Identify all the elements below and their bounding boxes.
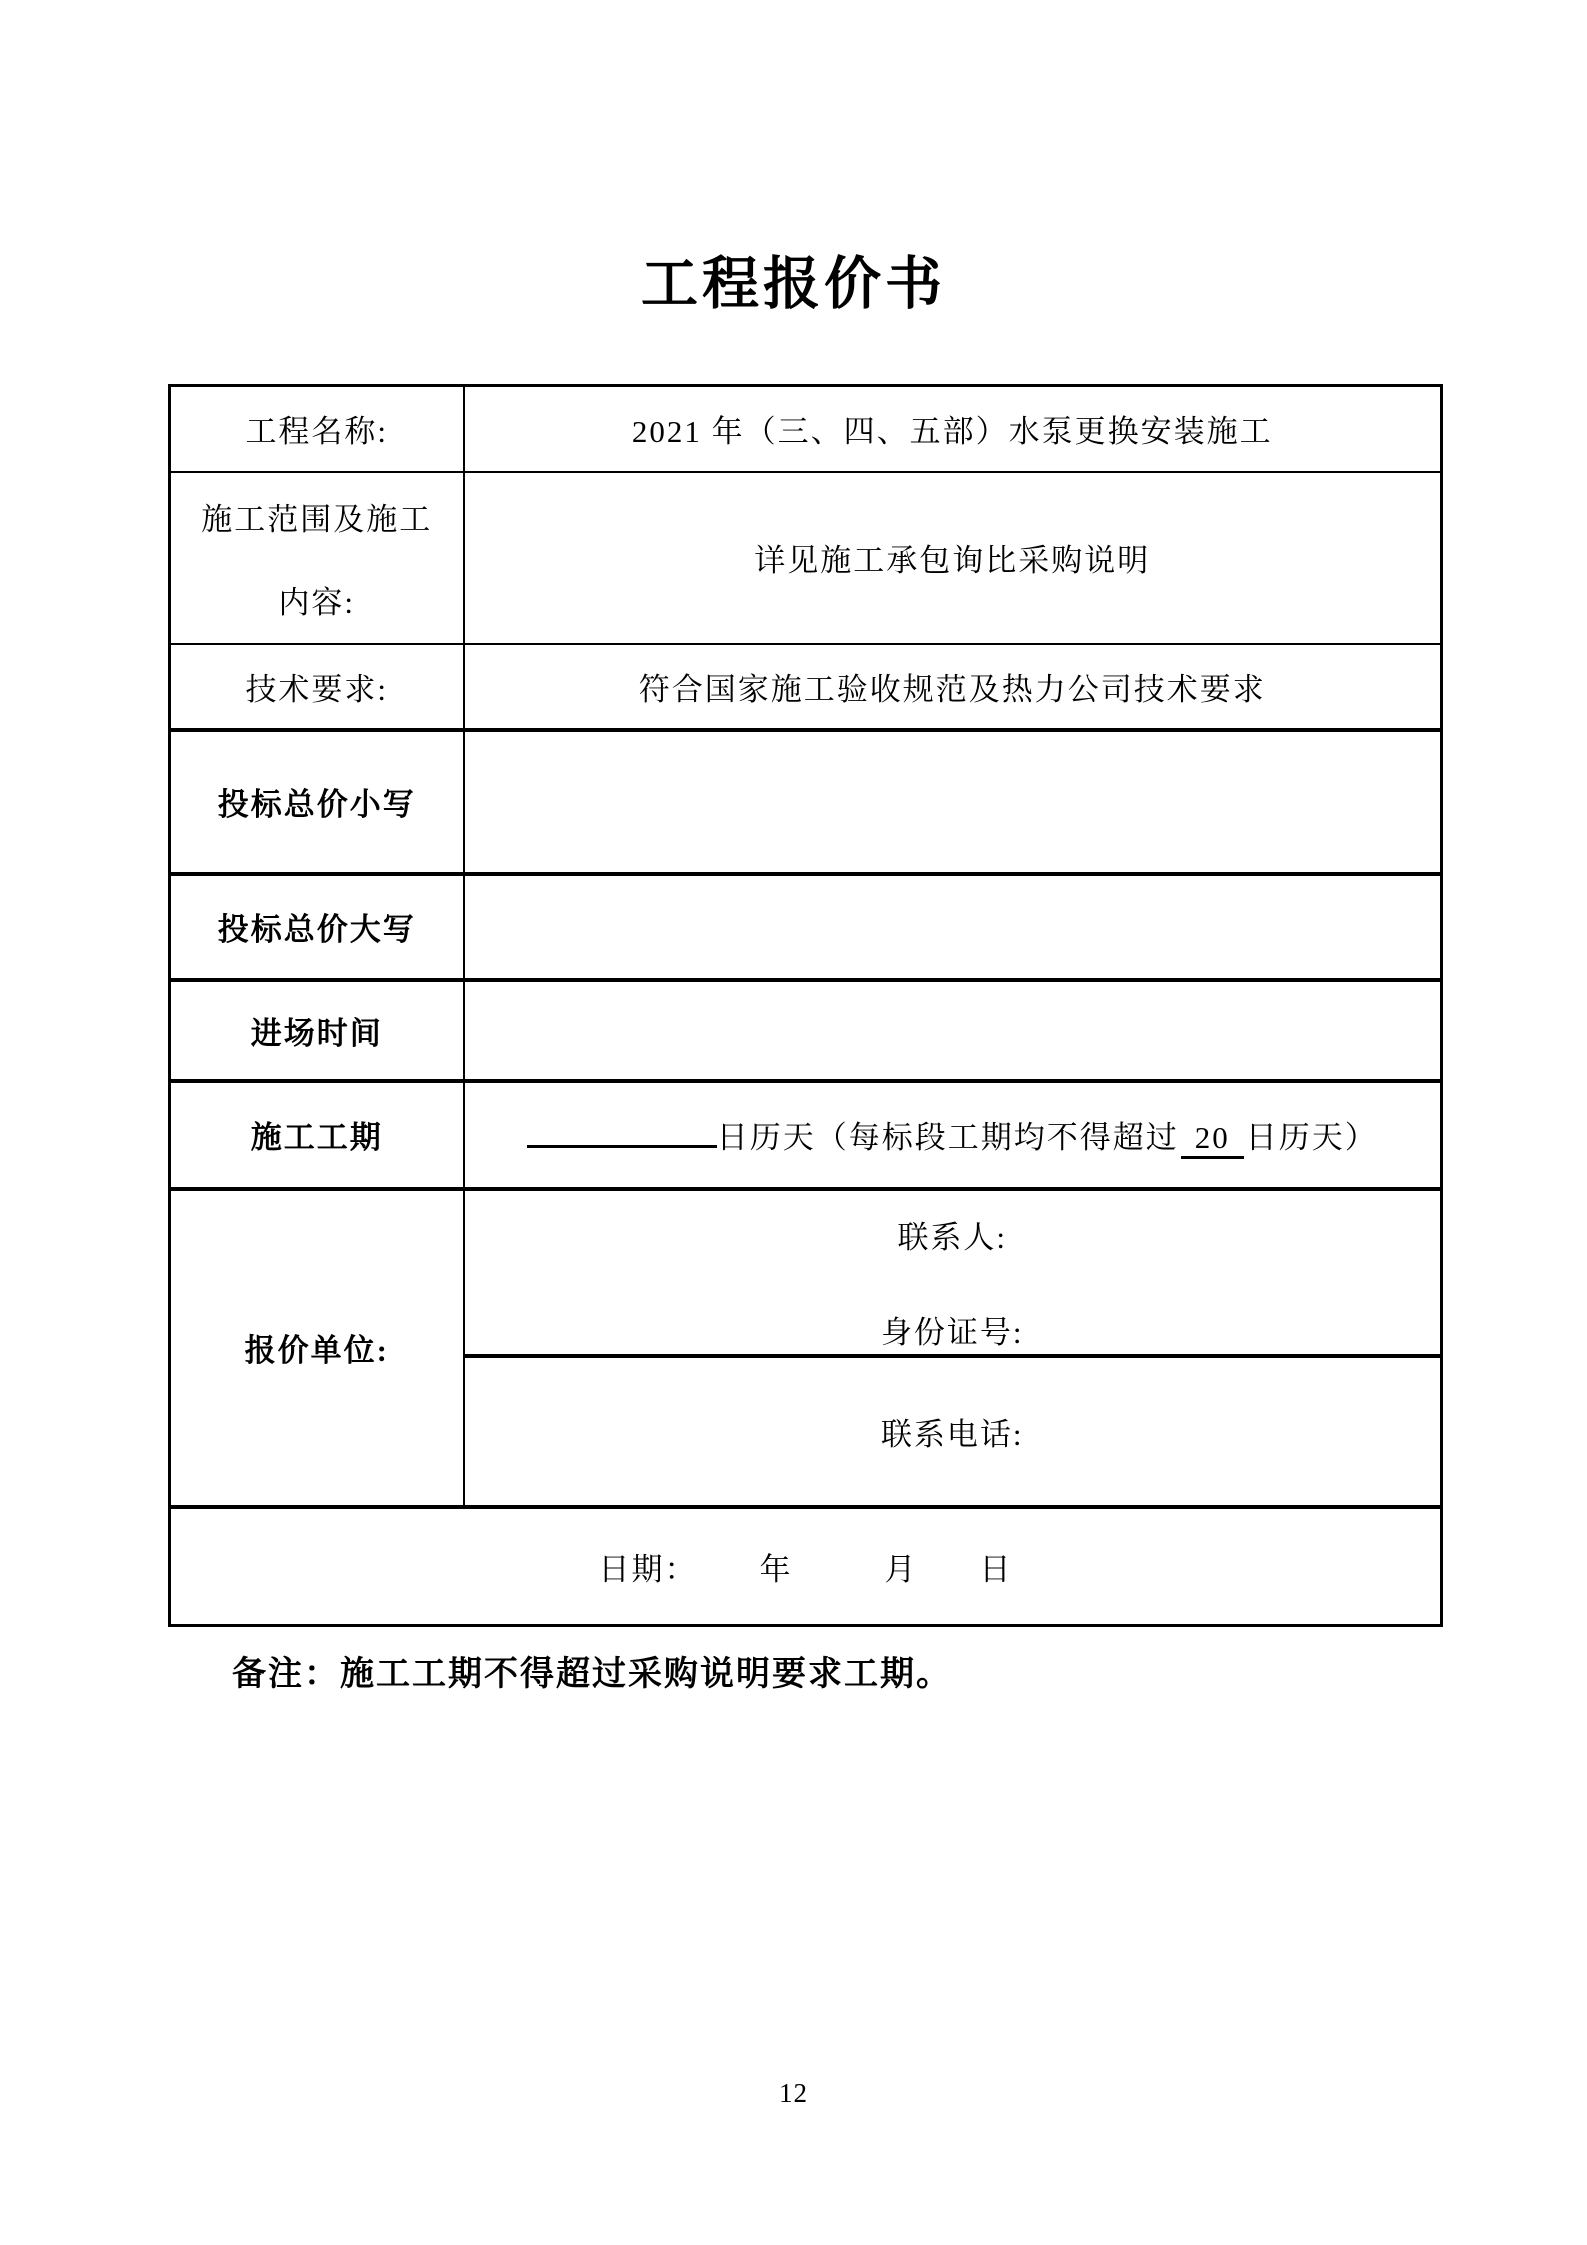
scope-label-line2: 内容: xyxy=(278,584,356,620)
page-number: 12 xyxy=(779,2078,808,2108)
duration-label: 施工工期 xyxy=(170,1081,464,1189)
page-title: 工程报价书 xyxy=(641,253,946,316)
entry-time-label: 进场时间 xyxy=(170,980,464,1081)
date-year-label: 年 xyxy=(759,1551,793,1587)
total-price-numerals-label: 投标总价小写 xyxy=(170,730,464,874)
project-name-value: 2021 年（三、四、五部）水泵更换安装施工 xyxy=(464,386,1442,472)
total-price-numerals-value xyxy=(464,730,1442,874)
id-number-label: 身份证号: xyxy=(880,1315,1024,1350)
scope-label-line1: 施工范围及施工 xyxy=(201,501,433,537)
scope-label xyxy=(170,472,464,644)
tech-requirements-label: 技术要求: xyxy=(170,644,464,730)
contact-id-cell xyxy=(464,1189,1442,1356)
row-total-price-words xyxy=(170,874,1442,980)
row-date xyxy=(170,1507,1442,1626)
duration-fill-in-blank xyxy=(527,1111,717,1148)
row-quoter-contact xyxy=(170,1189,1442,1356)
total-price-words-label: 投标总价大写 xyxy=(170,874,464,980)
tech-requirements-value: 符合国家施工验收规范及热力公司技术要求 xyxy=(464,644,1442,730)
footnote: 备注：施工工期不得超过采购说明要求工期。 xyxy=(232,1656,952,1693)
row-total-price-numerals xyxy=(170,730,1442,874)
date-label: 日期： xyxy=(598,1551,698,1587)
duration-value xyxy=(464,1081,1442,1189)
phone-label: 联系电话: xyxy=(464,1356,1442,1507)
entry-time-value xyxy=(464,980,1442,1081)
total-price-words-value xyxy=(464,874,1442,980)
duration-days: 20 xyxy=(1181,1120,1244,1159)
row-scope xyxy=(170,472,1442,644)
quoter-label: 报价单位: xyxy=(170,1189,464,1507)
scope-value: 详见施工承包询比采购说明 xyxy=(464,472,1442,644)
duration-text-before: 日历天（每标段工期均不得超过 xyxy=(716,1119,1179,1155)
quotation-table xyxy=(168,384,1443,1627)
contact-person-label: 联系人: xyxy=(897,1220,1008,1255)
date-month-label: 月 xyxy=(884,1551,918,1587)
duration-text-after: 日历天） xyxy=(1245,1119,1378,1155)
date-day-label: 日 xyxy=(979,1551,1013,1587)
row-tech-requirements xyxy=(170,644,1442,730)
date-cell xyxy=(170,1507,1442,1626)
row-project-name xyxy=(170,386,1442,472)
row-entry-time xyxy=(170,980,1442,1081)
project-name-label: 工程名称: xyxy=(170,386,464,472)
row-duration xyxy=(170,1081,1442,1189)
